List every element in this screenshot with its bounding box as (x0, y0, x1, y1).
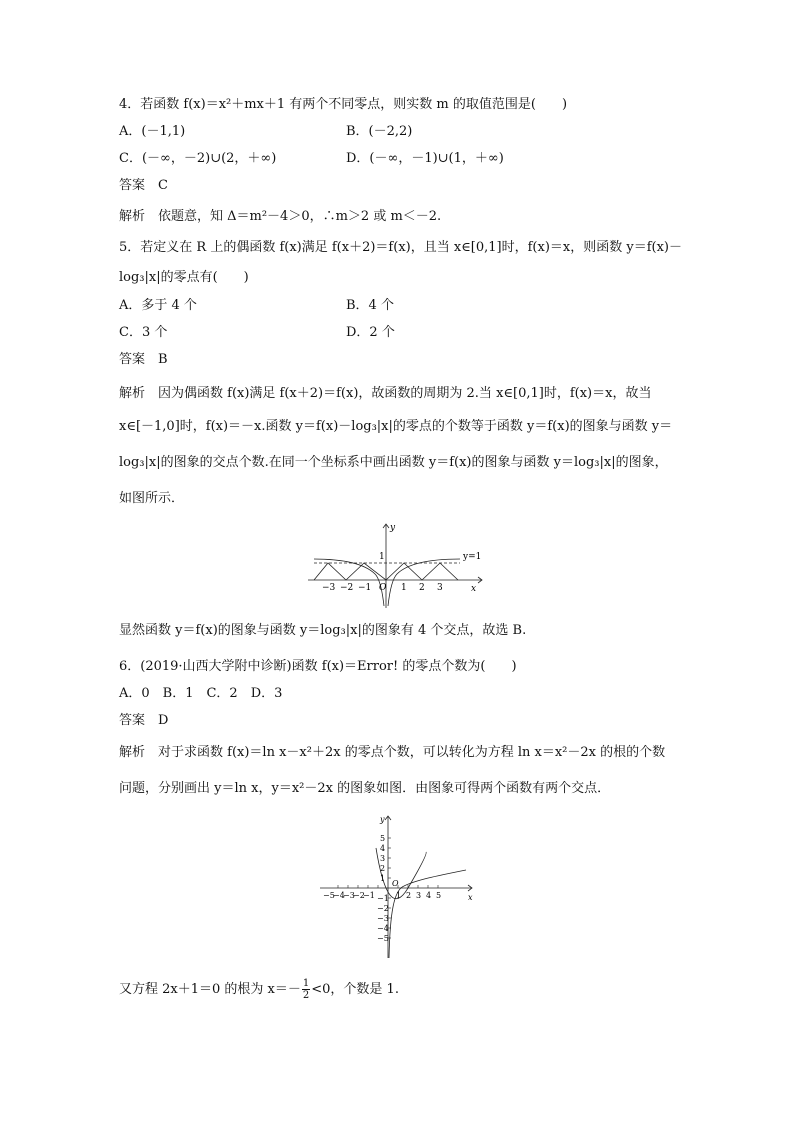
x-tick-2: 2 (406, 891, 412, 900)
x-tick-neg1: −1 (363, 891, 375, 900)
q6-options: A．0 B．1 C．2 D．3 (119, 686, 283, 701)
x-tick-1: 1 (396, 891, 402, 900)
x-tick-3: 3 (437, 583, 443, 593)
y-tick-1: 1 (379, 552, 385, 562)
x-tick-neg5: −5 (323, 891, 335, 900)
q4-option-b: B．(－2,2) (346, 124, 413, 139)
q4-stem: 4．若函数 f(x)＝x²＋mx＋1 有两个不同零点，则实数 m 的取值范围是( ) (119, 97, 568, 112)
q6-final-suffix: <0，个数是 1. (311, 981, 399, 997)
q4-option-d: D．(－∞，－1)∪(1，＋∞) (346, 151, 504, 166)
x-axis-label: x (468, 893, 473, 902)
x-tick-neg2: −2 (340, 583, 354, 593)
q5-analysis-line2: x∈[－1,0]时，f(x)＝－x.函数 y＝f(x)－log₃|x|的零点的个数等于函数 y＝f(x)的图象与函数 y＝ (119, 419, 673, 434)
q6-figure-graph (316, 812, 480, 962)
y-tick-3: 3 (380, 854, 386, 863)
fraction-one-half (302, 978, 310, 1001)
q5-option-c: C．3 个 (119, 325, 168, 340)
q6-final-prefix: 又方程 2x＋1＝0 的根为 x＝－ (119, 981, 301, 997)
ln-curve (389, 870, 466, 958)
x-tick-neg3: −3 (322, 583, 336, 593)
q5-option-d: D．2 个 (346, 325, 395, 340)
x-tick-4: 4 (426, 891, 432, 900)
y-tick-neg1: −1 (377, 894, 389, 903)
x-tick-2: 2 (419, 583, 425, 593)
y-axis-label: y (390, 523, 396, 533)
x-tick-neg4: −4 (333, 891, 345, 900)
q6-analysis-line2: 问题，分别画出 y＝ln x，y＝x²－2x 的图象如图．由图象可得两个函数有两个交点． (119, 781, 611, 796)
q5-option-b: B．4 个 (346, 298, 394, 313)
q5-option-a: A．多于 4 个 (119, 298, 197, 313)
q6-analysis-line1: 解析 对于求函数 f(x)＝ln x－x²＋2x 的零点个数，可以转化为方程 ln x＝x²－2x 的根的个数 (119, 745, 666, 760)
y-axis-label: y (380, 815, 385, 824)
q5-analysis-line1: 解析 因为偶函数 f(x)满足 f(x＋2)＝f(x)，故函数的周期为 2.当 x∈[0,1]时，f(x)＝x，故当 (119, 386, 652, 401)
x-tick-3: 3 (416, 891, 422, 900)
q4-option-a: A．(－1,1) (119, 124, 186, 139)
y-tick-1: 1 (380, 874, 386, 883)
y-tick-4: 4 (380, 844, 386, 853)
x-tick-1: 1 (401, 583, 407, 593)
q6-stem: 6．(2019·山西大学附中诊断)函数 f(x)＝Error! 的零点个数为( ) (119, 659, 517, 674)
y-tick-neg5: −5 (377, 934, 389, 943)
q4-analysis: 解析 依题意，知 Δ＝m²－4＞0，∴m＞2 或 m＜－2. (119, 209, 442, 224)
fraction-numerator: 1 (302, 978, 310, 989)
line-y1-label: y=1 (463, 552, 482, 562)
q5-conclusion: 显然函数 y＝f(x)的图象与函数 y＝log₃|x|的图象有 4 个交点，故选 B. (119, 623, 527, 638)
q4-option-c: C．(－∞，－2)∪(2，＋∞) (119, 151, 277, 166)
origin-label: O (392, 879, 399, 888)
fraction-denominator: 2 (302, 990, 310, 1001)
y-tick-neg4: −4 (377, 924, 389, 933)
x-tick-5: 5 (436, 891, 442, 900)
q5-stem-line1: 5．若定义在 R 上的偶函数 f(x)满足 f(x＋2)＝f(x)，且当 x∈[0,1]时，f(x)＝x，则函数 y＝f(x)－ (119, 240, 683, 255)
x-tick-neg3: −3 (343, 891, 355, 900)
x-tick-neg1: −1 (358, 583, 372, 593)
y-tick-2: 2 (380, 864, 386, 873)
q6-final-line (119, 978, 399, 1001)
y-tick-neg3: −3 (377, 914, 389, 923)
y-tick-neg2: −2 (377, 904, 389, 913)
q5-answer: 答案 B (119, 352, 168, 367)
origin-label: O (379, 583, 387, 593)
q5-stem-line2: log₃|x|的零点有( ) (119, 270, 249, 285)
q5-analysis-line3: log₃|x|的图象的交点个数.在同一个坐标系中画出函数 y＝f(x)的图象与函数 y＝log₃|x|的图象， (119, 455, 668, 470)
q4-answer: 答案 C (119, 178, 168, 193)
x-tick-neg2: −2 (353, 891, 365, 900)
x-axis-label: x (471, 584, 477, 594)
q5-analysis-line4: 如图所示． (119, 491, 185, 506)
q5-figure-graph (300, 518, 500, 614)
q6-answer: 答案 D (119, 713, 169, 728)
y-tick-5: 5 (380, 834, 386, 843)
